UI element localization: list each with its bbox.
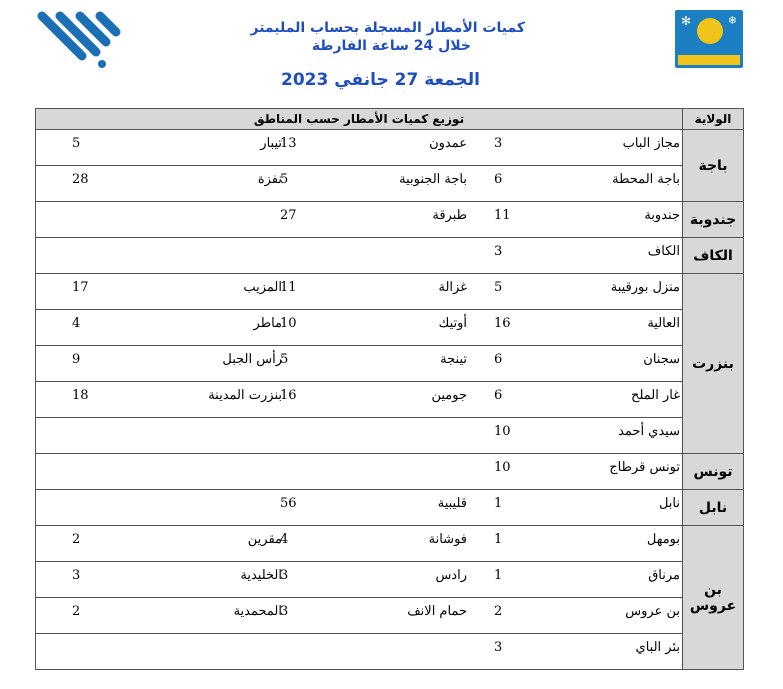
region-name: مجاز الباب: [622, 136, 680, 151]
region-name: قليبية: [437, 496, 467, 511]
rainfall-value: 1: [494, 568, 503, 583]
table-row: [36, 634, 744, 670]
region-name: مقرين: [247, 532, 282, 547]
table-row: [36, 346, 744, 382]
region-name: ماطر: [253, 316, 282, 331]
table-row: [36, 238, 744, 274]
rainfall-value: 17: [72, 280, 89, 295]
governorate-name: نابل: [683, 490, 744, 526]
governorate-name: بنزرت: [683, 274, 744, 454]
report-date: الجمعة 27 جانفي 2023: [281, 70, 480, 90]
table-row: [36, 274, 744, 310]
table-row: [36, 166, 744, 202]
region-name: بن عروس: [625, 604, 680, 619]
rainfall-value: 4: [280, 532, 289, 547]
rainfall-value: 5: [280, 352, 289, 367]
snowflake-icon: ✻: [681, 14, 692, 28]
table-row: [36, 202, 744, 238]
region-name: رادس: [435, 568, 467, 583]
region-name: تونس قرطاج: [609, 460, 680, 475]
logo-caption-band: [678, 55, 740, 65]
region-name: جومين: [431, 388, 467, 403]
table-row: [36, 526, 744, 562]
region-name: غزالة: [438, 280, 467, 295]
regions-cell: [36, 130, 683, 166]
region-name: نابل: [658, 496, 680, 511]
regions-column-header: توزيع كميات الأمطار حسب المناطق: [36, 109, 683, 130]
rainfall-value: 28: [72, 172, 89, 187]
snowflake-icon: ❄: [727, 14, 737, 27]
rainfall-value: 2: [494, 604, 503, 619]
rainfall-value: 16: [494, 316, 511, 331]
region-name: باجة الجنوبية: [399, 172, 467, 187]
rainfall-value: 10: [494, 424, 511, 439]
rainfall-value: 5: [280, 172, 289, 187]
rainfall-value: 1: [494, 532, 503, 547]
region-name: سجنان: [643, 352, 680, 367]
rainfall-value: 10: [494, 460, 511, 475]
region-name: المحمدية: [233, 604, 282, 619]
table-row: [36, 382, 744, 418]
stripes-logo: [36, 10, 122, 70]
regions-cell: [36, 526, 683, 562]
governorate-name: بن عروس: [683, 526, 744, 670]
regions-cell: [36, 310, 683, 346]
rainfall-value: 11: [494, 208, 511, 223]
rainfall-value: 3: [280, 604, 289, 619]
rainfall-value: 11: [280, 280, 297, 295]
rainfall-value: 2: [72, 604, 81, 619]
region-name: طبرقة: [432, 208, 467, 223]
region-name: تينجة: [440, 352, 467, 367]
governorate-column-header: الولاية: [683, 109, 744, 130]
region-name: حمام الانف: [407, 604, 467, 619]
rainfall-value: 18: [72, 388, 89, 403]
rainfall-value: 3: [280, 568, 289, 583]
region-name: بومهل: [646, 532, 680, 547]
table-row: [36, 490, 744, 526]
region-name: أوتيك: [438, 316, 467, 331]
regions-cell: [36, 382, 683, 418]
region-name: سيدي أحمد: [618, 424, 680, 439]
region-name: رأس الجبل: [222, 352, 282, 367]
regions-cell: [36, 202, 683, 238]
page-title: كميات الأمطار المسجلة بحساب المليمتر: [250, 20, 525, 36]
region-name: جندوبة: [644, 208, 680, 223]
regions-cell: [36, 238, 683, 274]
region-name: منزل بورقيبة: [610, 280, 680, 295]
regions-cell: [36, 634, 683, 670]
table-header-row: [36, 109, 744, 130]
governorate-name: تونس: [683, 454, 744, 490]
rainfall-value: 13: [280, 136, 297, 151]
rainfall-value: 56: [280, 496, 297, 511]
regions-cell: [36, 454, 683, 490]
rainfall-value: 3: [72, 568, 81, 583]
region-name: تيبار: [260, 136, 282, 151]
table-row: [36, 454, 744, 490]
regions-cell: [36, 418, 683, 454]
rainfall-value: 6: [494, 352, 503, 367]
rainfall-value: 3: [494, 640, 503, 655]
sun-icon: [697, 18, 723, 44]
page-subtitle: خلال 24 ساعة الفارطة: [311, 38, 471, 54]
region-name: الكاف: [647, 244, 680, 259]
region-name: باجة المحطة: [612, 172, 680, 187]
region-name: الخليدية: [240, 568, 282, 583]
region-name: المزيب: [243, 280, 282, 295]
region-name: بنزرت المدينة: [208, 388, 282, 403]
rainfall-value: 6: [494, 172, 503, 187]
rainfall-value: 27: [280, 208, 297, 223]
regions-cell: [36, 166, 683, 202]
governorate-name: الكاف: [683, 238, 744, 274]
governorate-name: جندوبة: [683, 202, 744, 238]
table-row: [36, 310, 744, 346]
region-name: فوشانة: [428, 532, 467, 547]
regions-cell: [36, 346, 683, 382]
rainfall-value: 6: [494, 388, 503, 403]
region-name: بئر الباي: [635, 640, 680, 655]
regions-cell: [36, 274, 683, 310]
governorate-name: باجة: [683, 130, 744, 202]
region-name: غار الملح: [631, 388, 680, 403]
region-name: العالية: [647, 316, 680, 331]
rainfall-value: 1: [494, 496, 503, 511]
table-row: [36, 418, 744, 454]
regions-cell: [36, 562, 683, 598]
regions-cell: [36, 598, 683, 634]
regions-cell: [36, 490, 683, 526]
rainfall-value: 16: [280, 388, 297, 403]
region-name: مرناق: [648, 568, 680, 583]
rainfall-value: 3: [494, 244, 503, 259]
region-name: عمدون: [429, 136, 467, 151]
table-row: [36, 130, 744, 166]
table-row: [36, 598, 744, 634]
rainfall-value: 2: [72, 532, 81, 547]
rainfall-value: 4: [72, 316, 81, 331]
rainfall-value: 5: [72, 136, 81, 151]
table-row: [36, 562, 744, 598]
meteo-institute-logo: [675, 10, 743, 68]
rainfall-value: 10: [280, 316, 297, 331]
region-name: نفزة: [257, 172, 282, 187]
rainfall-value: 3: [494, 136, 503, 151]
rainfall-value: 5: [494, 280, 503, 295]
rainfall-value: 9: [72, 352, 81, 367]
rainfall-table: [35, 108, 744, 670]
